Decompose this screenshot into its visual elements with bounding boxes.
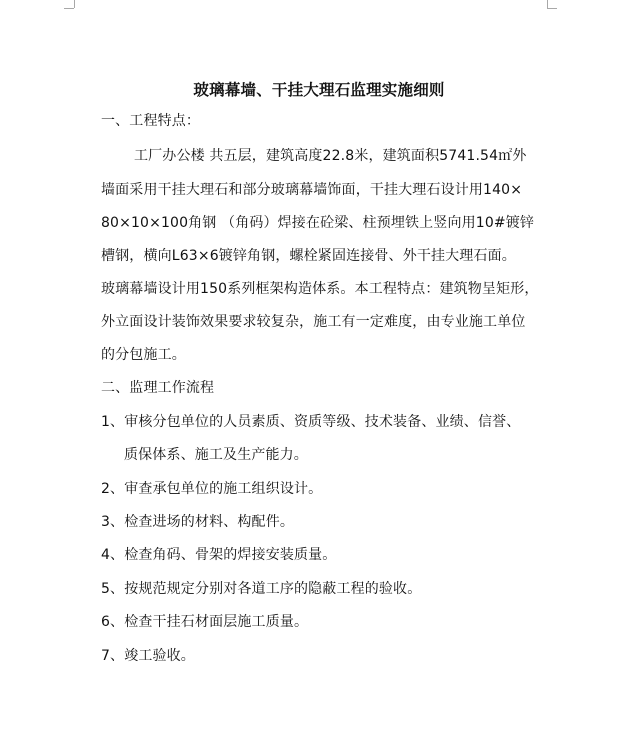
document-title: 玻璃幕墙、干挂大理石监理实施细则 [193,81,445,99]
paragraph-line: 80×10×100角钢 （角码）焊接在砼梁、柱预埋铁上竖向用10#镀锌 [101,215,535,231]
list-item: 5、按规范规定分别对各道工序的隐蔽工程的验收。 [101,581,422,597]
list-item-continuation: 质保体系、施工及生产能力。 [124,447,308,463]
list-item: 7、竣工验收。 [101,648,195,664]
paragraph-line: 外立面设计装饰效果要求较复杂，施工有一定难度，由专业施工单位 [101,314,526,330]
paragraph-line: 玻璃幕墙设计用150系列框架构造体系。本工程特点：建筑物呈矩形， [101,281,539,297]
paragraph-line: 的分包施工。 [101,347,186,363]
section-heading-characteristics: 一、工程特点： [101,113,201,129]
list-item: 1、审核分包单位的人员素质、资质等级、技术装备、业绩、信誉、 [101,414,521,430]
crop-mark-top-right [547,0,548,8]
list-item: 2、审查承包单位的施工组织设计。 [101,481,323,497]
paragraph-line: 槽钢，横向L63×6镀锌角钢，螺栓紧固连接骨、外干挂大理石面。 [101,248,516,264]
list-item: 4、检查角码、骨架的焊接安装质量。 [101,547,337,563]
crop-mark-top-right-horizontal [547,8,557,9]
section-heading-workflow: 二、监理工作流程 [101,380,215,396]
crop-mark-top-left-horizontal [64,8,74,9]
list-item: 6、检查干挂石材面层施工质量。 [101,614,309,630]
paragraph-line: 墙面采用干挂大理石和部分玻璃幕墙饰面，干挂大理石设计用140× [101,182,523,198]
paragraph-line: 工厂办公楼 共五层，建筑高度22.8米，建筑面积5741.54㎡外 [134,148,527,164]
list-item: 3、检查进场的材料、构配件。 [101,514,295,530]
crop-mark-top-left [74,0,75,8]
